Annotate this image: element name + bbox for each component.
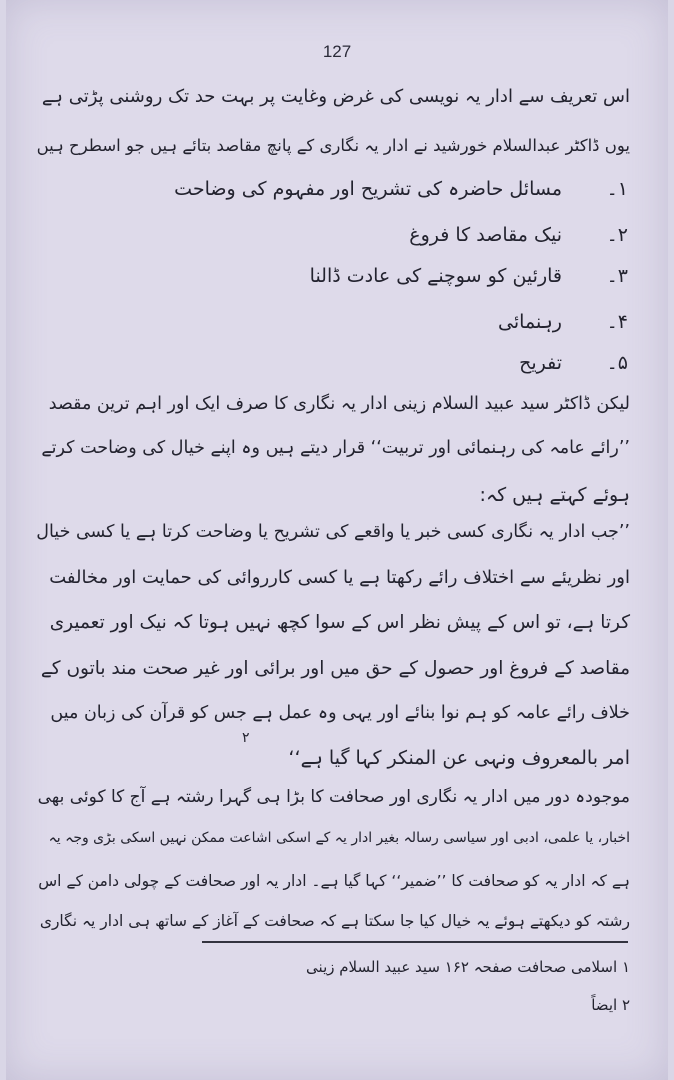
- list-number: ۱۔: [606, 178, 628, 200]
- quote-line: خلاف رائے عامہ کو ہم نوا بنائے اور یہی وہ عمل ہے جس کو قرآن کی زبان میں: [50, 703, 630, 723]
- page-number: 127: [322, 42, 352, 61]
- footnote: ۱ اسلامی صحافت صفحہ ۱۶۲ سید عبید السلام زینی: [306, 958, 630, 976]
- quote-line: کرتا ہے، تو اس کے پیش نظر اس کے سوا کچھ نہیں ہوتا کہ نیک اور تعمیری: [49, 612, 630, 633]
- footnote-marker: ۲: [242, 730, 250, 746]
- list-item: رہنمائی: [498, 311, 562, 333]
- body-line: یوں ڈاکٹر عبدالسلام خورشید نے ادار یہ نگاری کے پانچ مقاصد بتائے ہیں جو اسطرح ہیں: [36, 136, 630, 155]
- footnote-separator: [202, 941, 628, 943]
- body-line: موجودہ دور میں ادار یہ نگاری اور صحافت کا بڑا ہی گہرا رشتہ ہے آج کا کوئی بھی: [37, 787, 630, 807]
- body-line: اس تعریف سے ادار یہ نویسی کی غرض وغایت پر بہت حد تک روشنی پڑتی ہے: [41, 86, 630, 107]
- list-item: قارئین کو سوچنے کی عادت ڈالنا: [309, 265, 562, 287]
- footnote: ۲ ایضاً: [591, 996, 630, 1014]
- body-line: رشتہ کو دیکھتے ہوئے یہ خیال کیا جا سکتا ہے کہ صحافت کے آغاز کے ساتھ ہی ادار یہ نگاری: [39, 912, 630, 930]
- body-line: ہوئے کہتے ہیں کہ:: [479, 484, 630, 506]
- list-item: تفریح: [519, 352, 562, 374]
- quote-line: امر بالمعروف ونہی عن المنکر کہا گیا ہے‘‘: [288, 747, 630, 769]
- body-line: لیکن ڈاکٹر سید عبید السلام زینی ادار یہ نگاری کا صرف ایک اور اہم ترین مقصد: [48, 394, 630, 414]
- quote-line: اور نظریئے سے اختلاف رائے رکھتا ہے یا کسی کارروائی کی حمایت اور مخالفت: [49, 567, 630, 588]
- quote-line: ’’جب ادار یہ نگاری کسی خبر یا واقعے کی تشریح یا وضاحت کرتا ہے یا کسی خیال: [36, 522, 630, 542]
- quote-line: مقاصد کے فروغ اور حصول کے حق میں اور برائی اور غیر صحت مند باتوں کے: [40, 658, 630, 679]
- list-number: ۳۔: [606, 265, 628, 287]
- body-line: اخبار، یا علمی، ادبی اور سیاسی رسالہ بغیر ادار یہ کے اسکی اشاعت ممکن نہیں اسکی بڑی وجہ یہ: [48, 830, 630, 846]
- list-item: مسائل حاضرہ کی تشریح اور مفہوم کی وضاحت: [174, 178, 562, 200]
- list-item: نیک مقاصد کا فروغ: [409, 224, 562, 246]
- book-page: [6, 0, 668, 1080]
- body-line: ہے کہ ادار یہ کو صحافت کا ’’ضمیر‘‘ کہا گیا ہے۔ ادار یہ اور صحافت کے چولی دامن کے اس: [38, 872, 630, 890]
- list-number: ۵۔: [606, 352, 628, 374]
- list-number: ۲۔: [606, 224, 628, 246]
- body-line: ’’رائے عامہ کی رہنمائی اور تربیت‘‘ قرار دیتے ہیں وہ اپنے خیال کی وضاحت کرتے: [41, 438, 630, 458]
- list-number: ۴۔: [606, 311, 628, 333]
